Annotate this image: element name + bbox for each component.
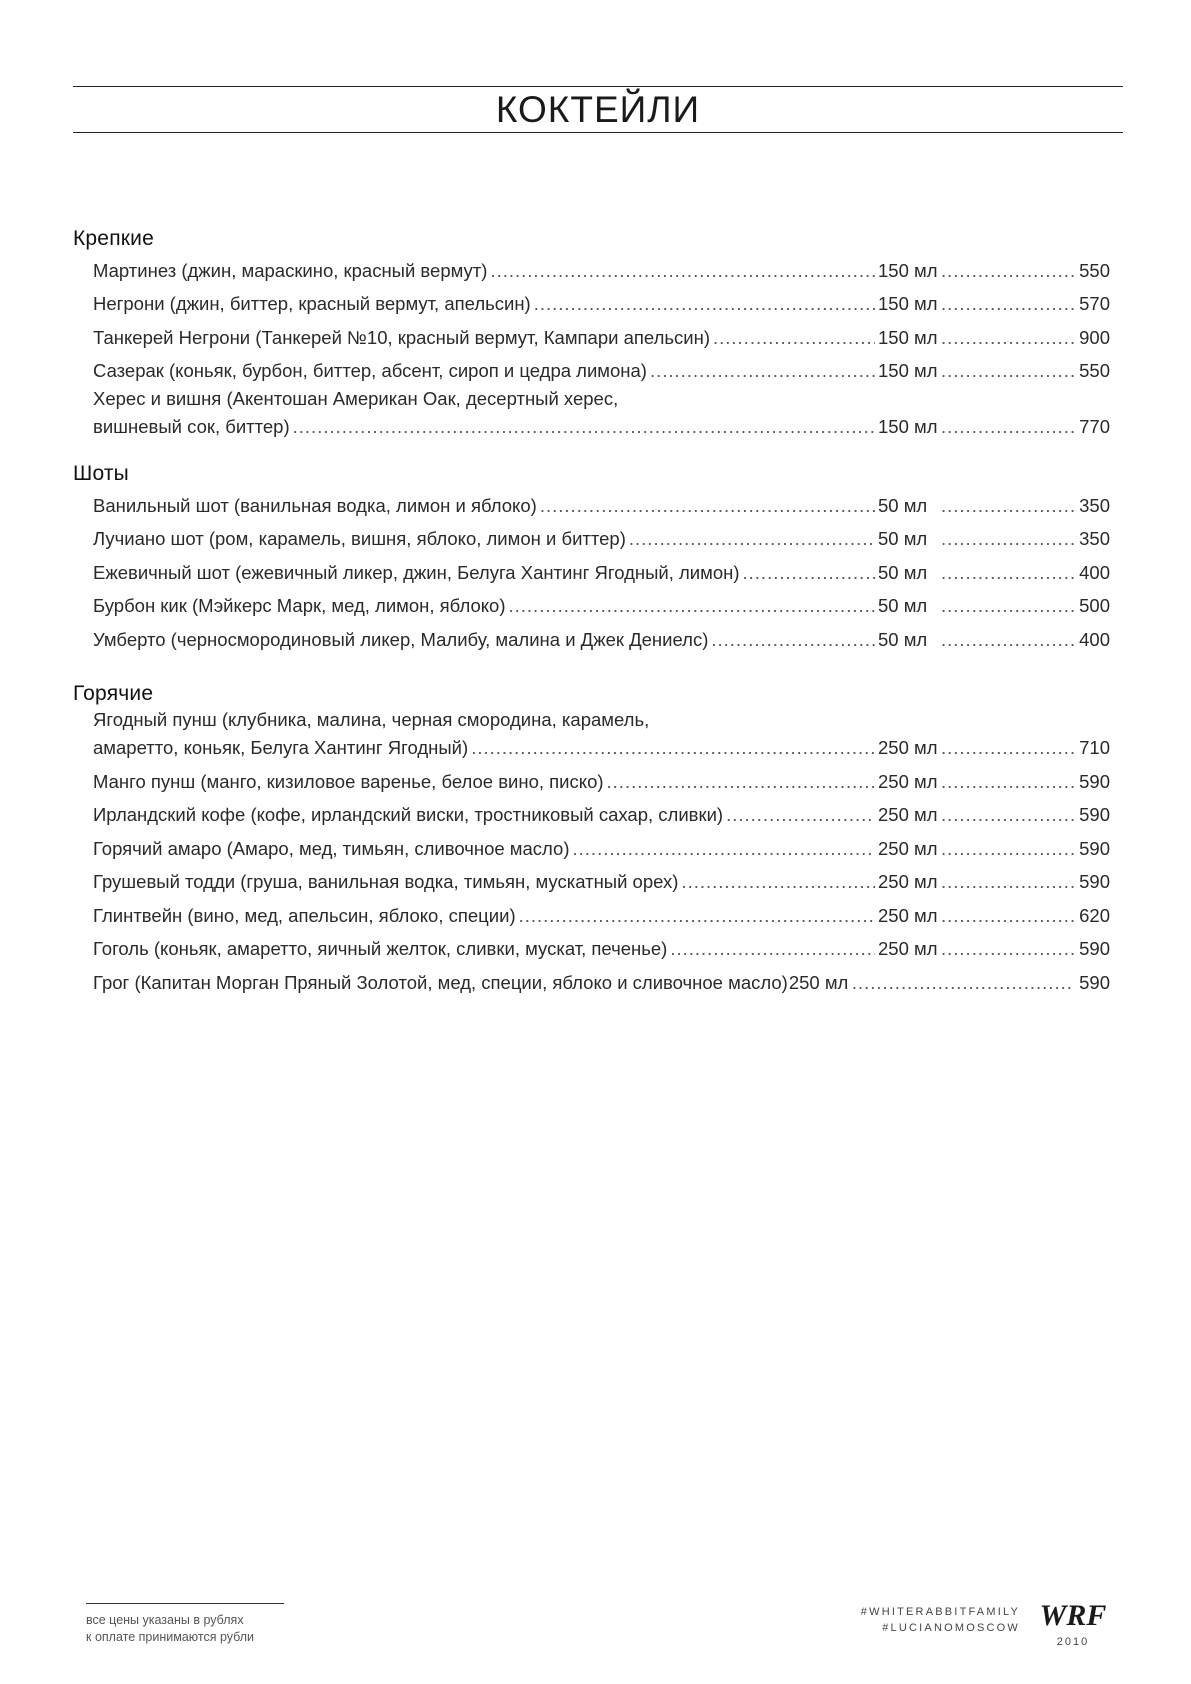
leader-dots	[941, 628, 1074, 652]
footer-note-line: все цены указаны в рублях	[86, 1613, 244, 1627]
leader-dots	[629, 527, 875, 551]
item-volume: 150 мл	[878, 416, 938, 437]
leader-dots	[852, 971, 1074, 995]
leader-dots	[941, 561, 1074, 585]
item-volume: 150 мл	[878, 360, 938, 381]
item-price: 550	[1079, 360, 1110, 381]
leader-dots	[941, 937, 1074, 961]
item-name: Манго пунш (манго, кизиловое варенье, белое вино, писко)	[93, 770, 604, 792]
item-name: Глинтвейн (вино, мед, апельсин, яблоко, специи)	[93, 904, 516, 926]
item-name: Негрони (джин, биттер, красный вермут, апельсин)	[93, 293, 531, 314]
leader-dots	[941, 259, 1074, 283]
item-volume: 50 мл	[878, 628, 928, 650]
logo-year: 2010	[1056, 1636, 1090, 1648]
menu-item	[93, 589, 1110, 623]
item-price: 770	[1079, 416, 1110, 437]
item-price: 550	[1079, 259, 1110, 281]
title-bottom-rule	[73, 132, 1123, 133]
item-name: Ванильный шот (ванильная водка, лимон и яблоко)	[93, 494, 537, 516]
menu-item	[93, 555, 1110, 589]
item-volume: 250 мл	[878, 804, 938, 825]
item-volume: 250 мл	[788, 971, 849, 993]
leader-dots	[941, 594, 1074, 618]
menu-item	[93, 898, 1110, 932]
item-name: Ежевичный шот (ежевичный ликер, джин, Белуга Хантинг Ягодный, лимон)	[93, 561, 740, 583]
hashtag: #LUCIANOMOSCOW	[882, 1622, 1020, 1634]
leader-dots	[670, 937, 875, 961]
leader-dots	[941, 870, 1074, 894]
item-price: 710	[1079, 737, 1110, 758]
item-price: 400	[1079, 561, 1110, 583]
leader-dots	[573, 837, 875, 861]
section-hot	[73, 680, 1123, 999]
item-price: 590	[1079, 938, 1110, 959]
leader-dots	[726, 803, 875, 827]
page-title: КОКТЕЙЛИ	[495, 89, 701, 130]
item-volume: 250 мл	[878, 871, 938, 892]
leader-dots	[713, 326, 875, 350]
section-title: Горячие	[73, 682, 154, 705]
menu-item	[93, 354, 1110, 388]
item-price: 590	[1079, 837, 1110, 859]
item-price: 400	[1079, 628, 1110, 650]
item-price: 590	[1079, 971, 1110, 993]
leader-dots	[941, 415, 1074, 439]
leader-dots	[941, 359, 1074, 383]
menu-item	[93, 708, 1110, 764]
item-price: 900	[1079, 326, 1110, 348]
item-name: Умберто (черносмородиновый ликер, Малибу, малина и Джек Дениелс)	[93, 628, 709, 650]
item-name-line1: Херес и вишня (Акентошан Американ Оак, десертный херес,	[93, 388, 619, 409]
menu-item	[93, 965, 1110, 999]
item-volume: 50 мл	[878, 494, 928, 516]
leader-dots	[711, 628, 875, 652]
item-name-line1: Ягодный пунш (клубника, малина, черная смородина, карамель,	[93, 709, 650, 730]
leader-dots	[941, 803, 1074, 827]
item-name: Горячий амаро (Амаро, мед, тимьян, сливочное масло)	[93, 837, 570, 859]
footer-hashtags	[820, 1604, 1020, 1636]
item-volume: 250 мл	[878, 770, 938, 792]
leader-dots	[941, 527, 1074, 551]
item-volume: 50 мл	[878, 528, 928, 549]
item-volume: 150 мл	[878, 259, 938, 281]
leader-dots	[509, 594, 876, 618]
title-top-rule	[73, 86, 1123, 87]
section-title: Крепкие	[73, 227, 154, 250]
leader-dots	[471, 736, 875, 760]
section-strong	[73, 225, 1123, 443]
item-volume: 150 мл	[878, 326, 938, 348]
item-name: амаретто, коньяк, Белуга Хантинг Ягодный)	[93, 737, 469, 758]
item-volume: 250 мл	[878, 938, 938, 959]
leader-dots	[650, 359, 875, 383]
leader-dots	[941, 770, 1074, 794]
hashtag: #WHITERABBITFAMILY	[860, 1606, 1020, 1618]
section-title: Шоты	[73, 462, 129, 485]
menu-item	[93, 488, 1110, 522]
item-price: 350	[1079, 528, 1110, 549]
item-name: Грушевый тодди (груша, ванильная водка, тимьян, мускатный орех)	[93, 871, 679, 892]
item-price: 620	[1079, 904, 1110, 926]
menu-item	[93, 387, 1110, 443]
item-volume: 50 мл	[878, 595, 928, 616]
leader-dots	[607, 770, 875, 794]
item-volume: 250 мл	[878, 837, 938, 859]
item-name: Бурбон кик (Мэйкерс Марк, мед, лимон, яблоко)	[93, 595, 506, 616]
leader-dots	[941, 292, 1074, 316]
item-price: 350	[1079, 494, 1110, 516]
item-price: 590	[1079, 770, 1110, 792]
leader-dots	[534, 292, 875, 316]
leader-dots	[540, 494, 875, 518]
item-volume: 250 мл	[878, 737, 938, 758]
menu-item	[93, 253, 1110, 287]
leader-dots	[293, 415, 875, 439]
logo-text: WRF	[1039, 1599, 1107, 1632]
menu-item	[93, 865, 1110, 899]
item-volume: 250 мл	[878, 904, 938, 926]
leader-dots	[681, 870, 875, 894]
leader-dots	[743, 561, 875, 585]
leader-dots	[941, 326, 1074, 350]
item-name: Танкерей Негрони (Танкерей №10, красный вермут, Кампари апельсин)	[93, 326, 710, 348]
menu-item	[93, 622, 1110, 656]
leader-dots	[941, 904, 1074, 928]
section-shots	[73, 460, 1123, 656]
leader-dots	[519, 904, 875, 928]
footer-note-line: к оплате принимаются рубли	[86, 1630, 255, 1644]
menu-item	[93, 764, 1110, 798]
footer-note	[86, 1612, 254, 1646]
item-name: Гоголь (коньяк, амаретто, яичный желток, сливки, мускат, печенье)	[93, 938, 668, 959]
item-volume: 150 мл	[878, 293, 938, 314]
item-name: вишневый сок, биттер)	[93, 416, 290, 437]
menu-item	[93, 932, 1110, 966]
item-name: Ирландский кофе (кофе, ирландский виски, тростниковый сахар, сливки)	[93, 804, 724, 825]
wrf-logo	[1030, 1598, 1116, 1632]
item-name: Грог (Капитан Морган Пряный Золотой, мед, специи, яблоко и сливочное масло)	[93, 971, 788, 993]
menu-item	[93, 522, 1110, 556]
menu-item	[93, 831, 1110, 865]
item-price: 590	[1079, 871, 1110, 892]
item-name: Сазерак (коньяк, бурбон, биттер, абсент, сироп и цедра лимона)	[93, 360, 647, 381]
item-price: 570	[1079, 293, 1110, 314]
leader-dots	[490, 259, 875, 283]
footer-rule	[86, 1603, 284, 1604]
leader-dots	[941, 494, 1074, 518]
menu-item	[93, 320, 1110, 354]
item-name: Мартинез (джин, мараскино, красный вермут)	[93, 259, 488, 281]
item-price: 590	[1079, 804, 1110, 825]
item-name: Лучиано шот (ром, карамель, вишня, яблоко, лимон и биттер)	[93, 528, 626, 549]
item-price: 500	[1079, 595, 1110, 616]
leader-dots	[941, 736, 1074, 760]
menu-item	[93, 798, 1110, 832]
item-volume: 50 мл	[878, 561, 928, 583]
menu-item	[93, 287, 1110, 321]
leader-dots	[941, 837, 1074, 861]
